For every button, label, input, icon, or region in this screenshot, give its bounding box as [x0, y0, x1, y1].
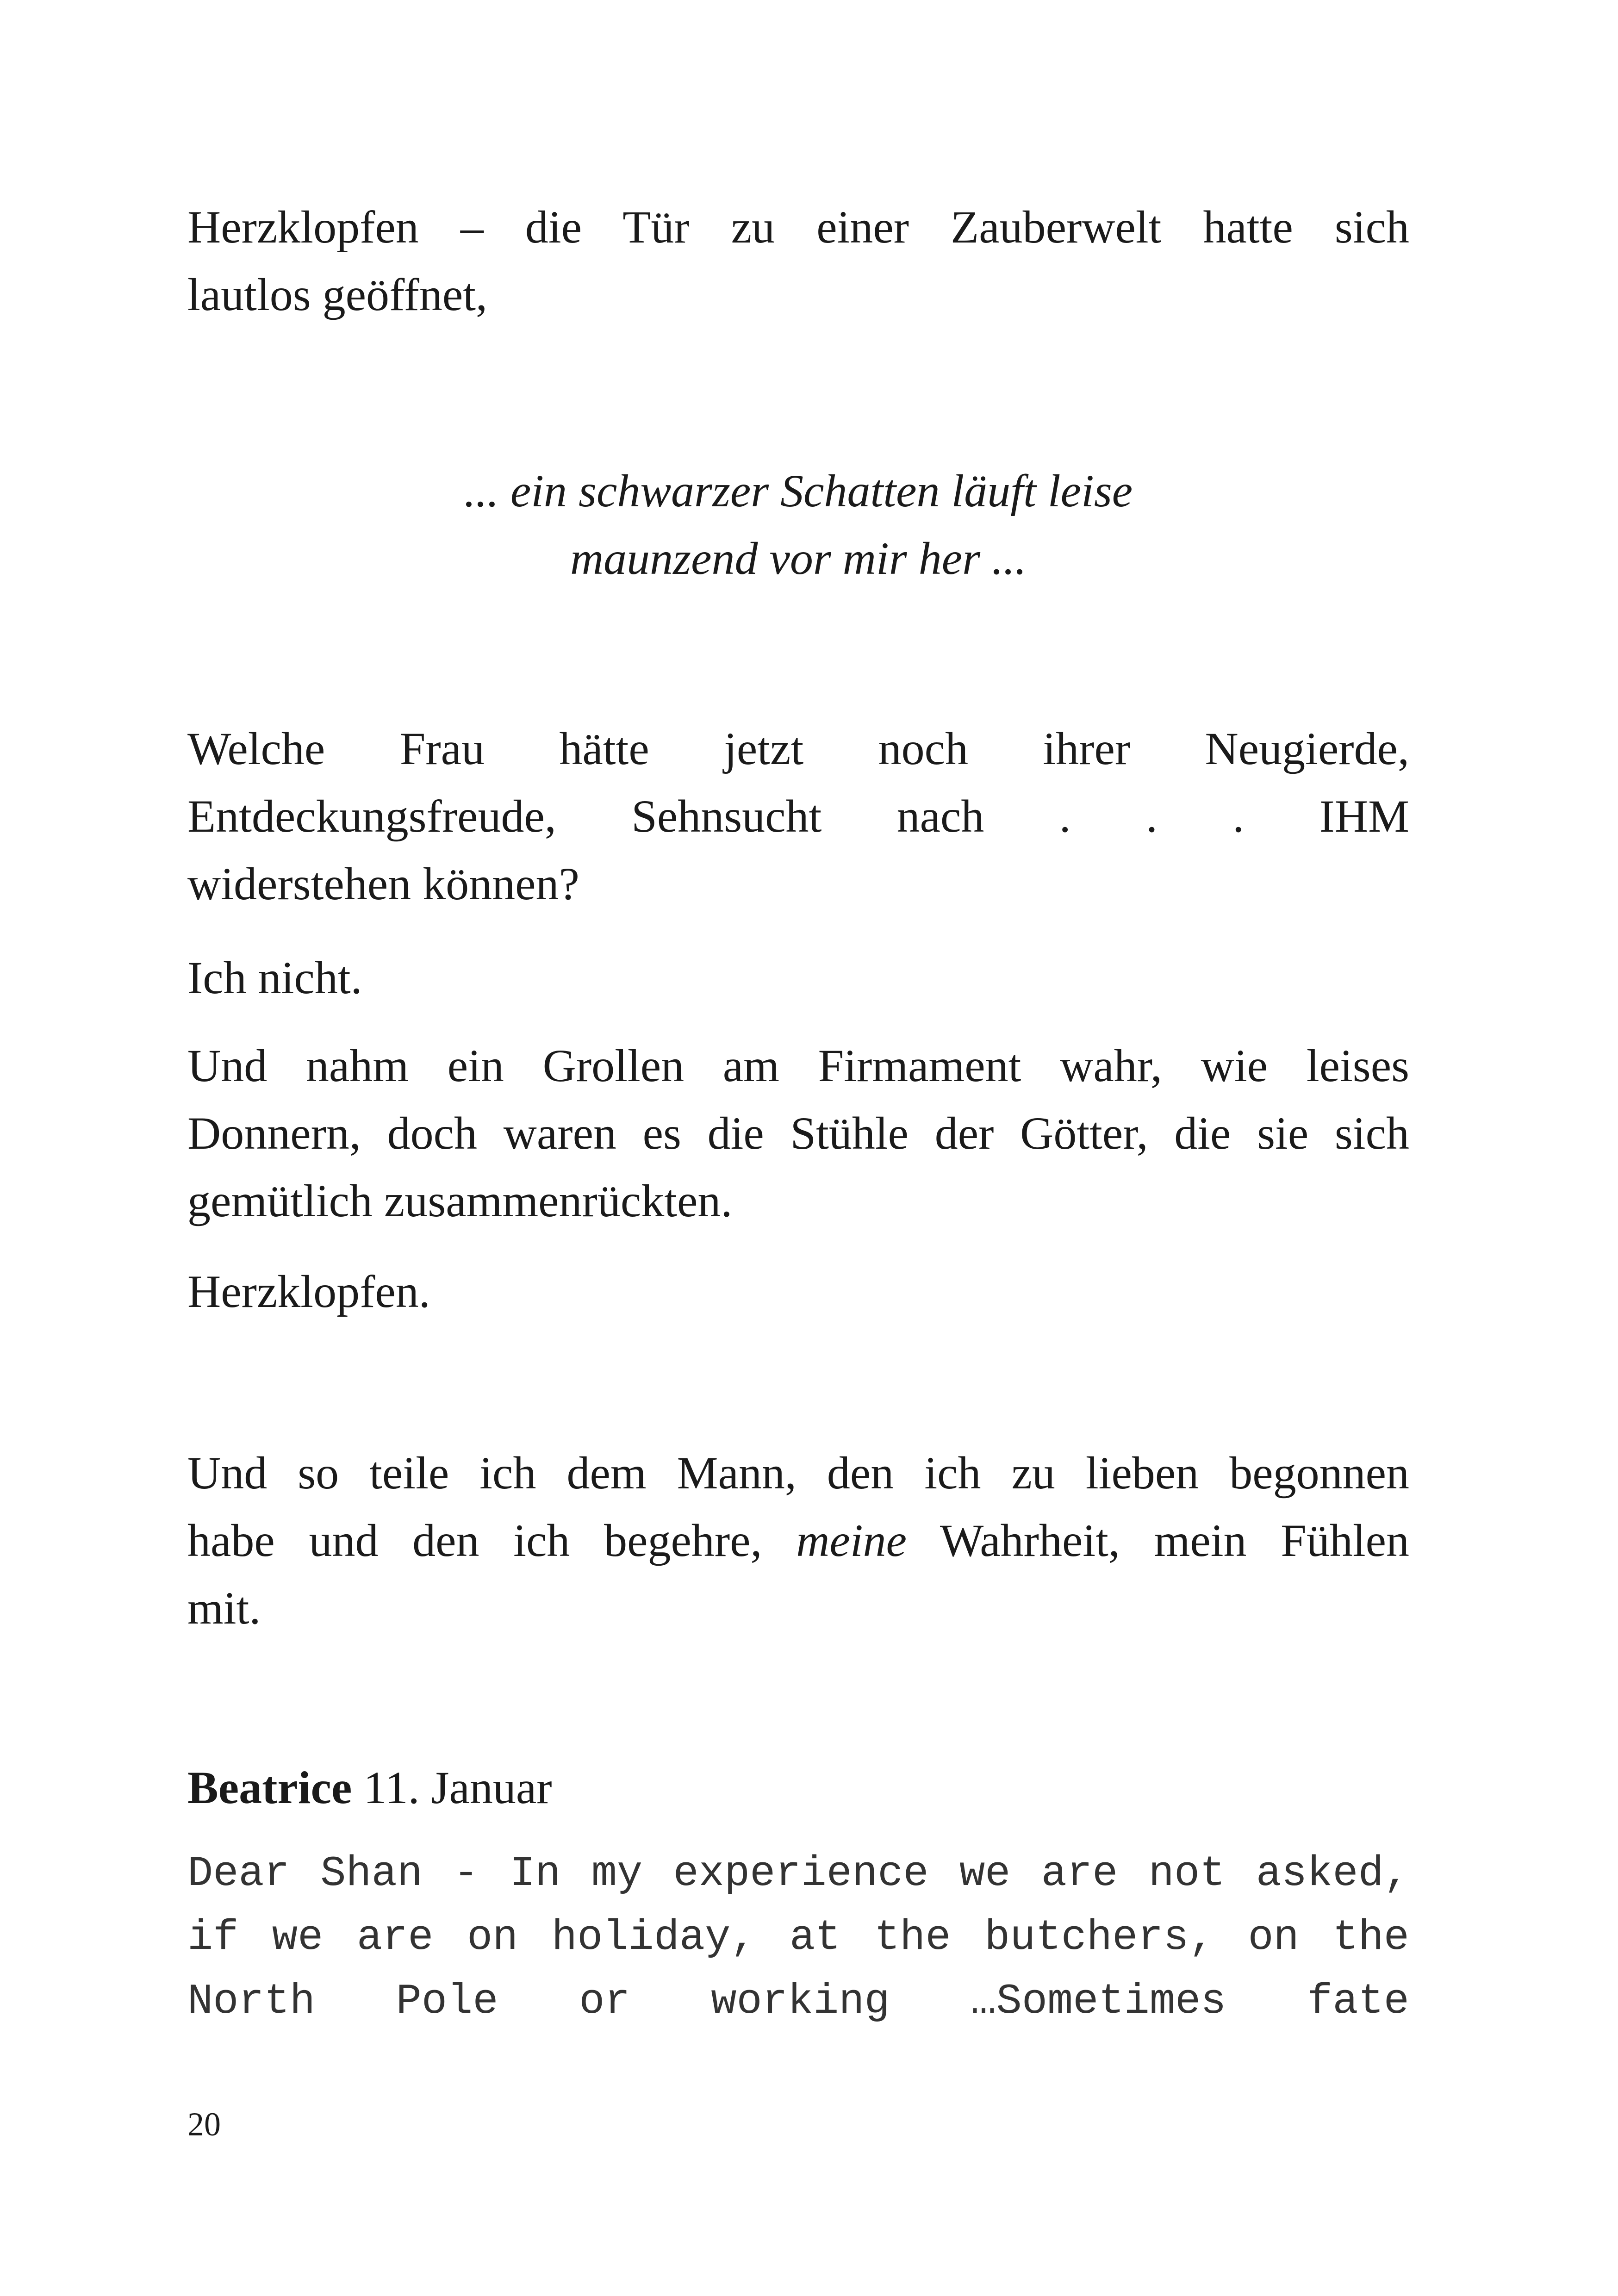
letter-heading [187, 1754, 1409, 1822]
poem-line: ... ein schwarzer Schatten läuft leise [464, 465, 1133, 516]
text-line: Welche Frau hätte jetzt noch ihrer Neugierde, [187, 723, 1409, 774]
emphasis-meine: meine [796, 1515, 907, 1566]
author-name: Beatrice [187, 1762, 352, 1813]
poem-line: maunzend vor mir her ... [570, 533, 1027, 584]
paragraph-welche-frau [187, 715, 1409, 918]
text-line: Und so teile ich dem Mann, den ich zu lieben begonnen [187, 1447, 1409, 1499]
paragraph-ich-nicht [187, 944, 1409, 1012]
text-line: gemütlich zusammenrückten. [187, 1175, 733, 1226]
text-line: Entdeckungsfreude, Sehnsucht nach . . . IHM [187, 790, 1409, 842]
text-line: widerstehen können? [187, 858, 579, 909]
text-line: Herzklopfen. [187, 1266, 430, 1317]
poem-verse [187, 457, 1409, 592]
text-line: Herzklopfen – die Tür zu einer Zauberwelt hatte sich [187, 201, 1409, 253]
text-segment: Wahrheit, mein Fühlen [907, 1515, 1409, 1566]
paragraph-und-so-teile [187, 1439, 1409, 1642]
paragraph-herzklopfen-tuer [187, 193, 1409, 329]
text-line: lautlos geöffnet, [187, 269, 487, 320]
text-line [187, 1507, 1409, 1574]
letter-line: Dear Shan - In my experience we are not asked, [187, 1849, 1409, 1898]
text-segment: habe und den ich begehre, [187, 1515, 797, 1566]
text-line: Ich nicht. [187, 952, 362, 1003]
letter-date: 11. Januar [352, 1762, 552, 1813]
paragraph-herzklopfen [187, 1258, 1409, 1325]
text-line: Donnern, doch waren es die Stühle der Götter, die sie sich [187, 1108, 1409, 1159]
letter-line: North Pole or working …Sometimes fate [187, 1977, 1409, 2026]
text-line: Und nahm ein Grollen am Firmament wahr, wie leises [187, 1040, 1409, 1091]
page-number: 20 [187, 2106, 221, 2143]
letter-line: if we are on holiday, at the butchers, on the [187, 1913, 1409, 1962]
letter-body [187, 1842, 1409, 2034]
paragraph-grollen [187, 1032, 1409, 1235]
text-line: mit. [187, 1582, 261, 1634]
